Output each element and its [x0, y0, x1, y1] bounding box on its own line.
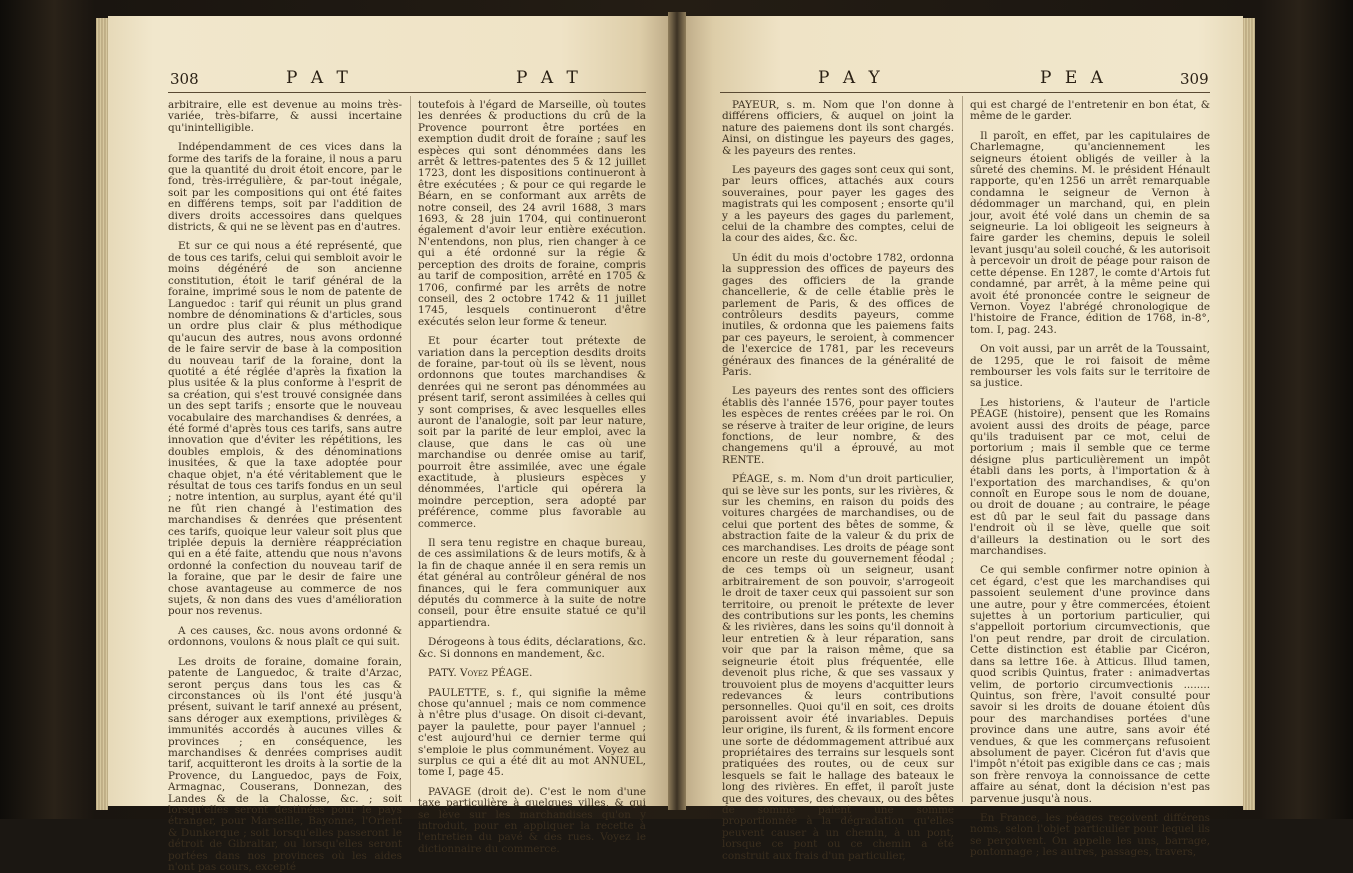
page-number-right: 309: [1180, 70, 1209, 88]
paragraph: Les droits de foraine, domaine forain, patente de Languedoc, & traite d'Arzac, seront perçus dans tous les cas & circonstances où ils l'ont été jusqu'à présent, suivant le tarif annexé au présent, sans déroger aux exemptions, privilèges & immunités accordés à aucunes villes & provinces ; en conséquence, les marchandises & denrées comprises audit tarif, acquitteront les droits à la sortie de la Provence, du Languedoc, pays de Foix, Armagnac, Couserans, Donnezan, des Landes & de la Chalosse, &c. ; soit lorsqu'elles seront destinées pour le pays étranger, pour Marseille, Bayonne, l'Orient & Dunkerque ; soit lorsqu'elles passeront le détroit de Gibraltar, ou lorsqu'elles seront portées dans nos provinces où les aides n'ont pas cours, excepté: [168, 655, 402, 873]
paragraph: A ces causes, &c. nous avons ordonné & ordonnons, voulons & nous plaît ce qui suit.: [168, 624, 402, 649]
running-head-left-2: P A T: [516, 68, 582, 88]
paragraph: PAVAGE (droit de). C'est le nom d'une taxe particulière à quelques villes, & qui se lève sur les marchandises qu'on y introduit, pour en appliquer la recette à l'entretien du pavé & des rues. Voyez le dictionnaire du commerce.: [418, 785, 646, 855]
running-head-left-1: P A T: [286, 68, 352, 88]
paragraph: Il sera tenu registre en chaque bureau, de ces assimilations & de leurs motifs, & à la fin de chaque année il en sera remis un état général au contrôleur général de nos finances, qui le fera communiquer aux députés du commerce à la suite de notre conseil, pour être ensuite statué ce qu'il appartiendra.: [418, 537, 646, 629]
page-edges-left: [96, 18, 108, 810]
paragraph: Indépendamment de ces vices dans la forme des tarifs de la foraine, il nous a paru que la quantité du droit étoit encore, par le fond, très-irrégulière, & par-tout inégale, soit par les compositions qui ont été faites en différens temps, soit par l'addition de divers droits accessoires dans quelques districts, & qui ne se lèvent pas en d'autres.: [168, 141, 402, 234]
page-number-left: 308: [170, 70, 199, 88]
paragraph: Les payeurs des rentes sont des officiers établis dès l'année 1576, pour payer toutes les espèces de rentes créées par le roi. On se réserve à traiter de leur origine, de leurs fonctions, de leur nombre, & des changemens qu'il a éprouvé, au mot RENTE.: [722, 385, 954, 466]
right-page: [680, 16, 1243, 862]
column-divider-right: [962, 96, 963, 802]
right-page-column-1: [722, 99, 954, 862]
paragraph: PAYEUR, s. m. Nom que l'on donne à différens officiers, & auquel on joint la nature des paiemens dont ils sont chargés. Ainsi, on distingue les payeurs des gages, & les payeurs des rentes.: [722, 99, 954, 157]
paragraph: Il paroît, en effet, par les capitulaires de Charlemagne, qu'anciennement les seigneurs étoient obligés de veiller à la sûreté des chemins. M. le président Hénault rapporte, qu'en 1256 un arrêt remarquable condamna le seigneur de Vernon à dédommager un marchand, qui, en plein jour, avoit été volé dans un chemin de sa seigneurie. La loi obligeoit les seigneurs à faire garder les chemins, depuis le soleil levant jusqu'au soleil couché, & les autorisoit à percevoir un droit de péage pour raison de cette dépense. En 1287, le comte d'Artois fut condamné, par arrêt, à la même peine qui avoit été prononcée contre le seigneur de Vernon. Voyez l'abrégé chronologique de l'histoire de France, édition de 1768, in-8°, tom. I, pag. 243.: [970, 129, 1210, 336]
paragraph: Dérogeons à tous édits, déclarations, &c. &c. Si donnons en mandement, &c.: [418, 636, 646, 660]
entry-heading: PATY. Voyez PÉAGE.: [428, 667, 533, 680]
paragraph: Et pour écarter tout prétexte de variation dans la perception desdits droits de foraine, par-tout où ils se lèvent, nous ordonnons que toutes marchandises & denrées qui ne seront pas dénommées au présent tarif, seront assimilées à celles qui y sont comprises, & avec lesquelles elles auront de l'analogie, soit par leur nature, soit par la parité de leur emploi, avec la clause, que dans le cas où une marchandise ou denrée omise au tarif, pourroit être assimilée, avec une égale exactitude, à plusieurs espèces y dénommées, l'article qui opérera la moindre perception, sera adopté par préférence, comme plus favorable au commerce.: [418, 335, 646, 530]
right-page-column-2: [970, 99, 1210, 859]
paragraph: arbitraire, elle est devenue au moins très-variée, très-bifarre, & aussi incertaine qu'inintelligible.: [168, 99, 402, 134]
header-rule-right: [720, 92, 1210, 93]
paragraph: Et sur ce qui nous a été représenté, que de tous ces tarifs, celui qui sembloit avoir le moins dégénéré de son ancienne constitution, étoit le tarif général de la foraine, imprimé sous le nom de patente de Languedoc : tarif qui réunit un plus grand nombre de dénominations & d'articles, sous un ordre plus clair & plus méthodique qu'aucun des autres, nous avons ordonné de le faire servir de base à la composition du nouveau tarif de la foraine, dont la quotité a été réglée d'après la fixation la plus usitée & la plus conforme à l'esprit de sa création, qui s'est trouvé consignée dans un des sept tarifs ; ensorte que le nouveau vocabulaire des marchandises & denrées, a été formé d'après tous ces tarifs, sans autre innovation que d'éviter les répétitions, les doubles emplois, & des dénominations inusitées, & que la taxe adoptée pour chaque objet, n'a été véritablement que le résultat de tous ces tarifs fondus en un seul ; notre intention, au surplus, ayant été qu'il ne fût rien changé à l'estimation des marchandises & denrées que présentent ces tarifs, quoique leur valeur soit plus que triplée depuis la dernière réappréciation qui en a été faite, attendu que nous n'avons ordonné la confection du nouveau tarif de la foraine, que par le desir de faire une chose avantageuse au commerce de nos sujets, & non dans des vues d'amélioration pour nos revenus.: [168, 240, 402, 618]
paragraph: PÉAGE, s. m. Nom d'un droit particulier, qui se lève sur les ponts, sur les rivières, & sur les chemins, en raison du poids des voitures chargées de marchandises, ou de celui que portent des bêtes de somme, & abstraction faite de la valeur & du prix de ces marchandises. Les droits de péage sont encore un reste du gouvernement féodal ; de ces temps où un seigneur, usant arbitrairement de son pouvoir, s'arrogeoit le droit de taxer ceux qui passoient sur son territoire, ou prenoit le prétexte de lever des contributions sur les ponts, les chemins & les rivières, dans les soins qu'il donnoit à leur entretien & à leur réparation, sans voir que par la raison même, que sa seigneurie étoit plus fréquentée, elle devenoit plus riche, & que ses vassaux y trouvoient plus de moyens d'acquitter leurs redevances & leurs contributions personnelles. Quoi qu'il en soit, ces droits paroissent avoir été invariables. Depuis leur origine, ils furent, & ils forment encore une sorte de dédommagement attribué aux propriétaires des terrains sur lesquels sont pratiquées des routes, ou de ceux sur lesquels se fait le hallage des bateaux le long des rivières. En effet, il paroît juste que des voitures, des chevaux, ou des bêtes de somme paient une somme proportionnée à la dégradation qu'elles peuvent causer à un chemin, à un pont, lorsque ce pont ou ce chemin a été construit aux frais d'un particulier,: [722, 473, 954, 862]
book-gutter: [668, 12, 686, 810]
header-rule-left: [168, 92, 646, 93]
page-edges-right: [1243, 18, 1255, 810]
paragraph: Les historiens, & l'auteur de l'article PÉAGE (histoire), pensent que les Romains avoient aussi des droits de péage, parce qu'ils traduisent par ce mot, celui de portorium ; mais il semble que ce terme désigne plus particulièrement un impôt établi dans les ports, à l'importation & à l'exportation des marchandises, & qu'on connoît en Europe sous le nom de douane, ou droit de douane ; au contraire, le péage est dû par le seul fait du passage dans l'endroit où il se lève, quelle que soit d'ailleurs la destination ou le sort des marchandises.: [970, 396, 1210, 558]
paragraph: toutefois à l'égard de Marseille, où toutes les denrées & productions du crû de la Provence pourront être portées en exemption dudit droit de foraine ; sauf les espèces qui sont dénommées dans les arrêt & lettres-patentes des 5 & 12 juillet 1723, dont les dispositions continueront à être exécutées ; & pour ce qui regarde le Béarn, en se conformant aux arrêts de notre conseil, des 24 avril 1688, 3 mars 1693, & 28 juin 1704, qui continueront également d'avoir leur entière exécution. N'entendons, non plus, rien changer à ce qui a été ordonné sur la régie & perception des droits de foraine, compris au tarif de composition, arrêté en 1705 & 1706, confirmé par les arrêts de notre conseil, des 2 octobre 1742 & 11 juillet 1745, lesquels continueront d'être exécutés selon leur forme & teneur.: [418, 99, 646, 328]
paragraph: En France, les péages reçoivent différens noms, selon l'objet particulier pour lequel ils se perçoivent. On appelle les uns, barrage, pontonnage ; les autres, passages, travers,: [970, 811, 1210, 859]
paragraph: Un édit du mois d'octobre 1782, ordonna la suppression des offices de payeurs des gages des officiers de la grande chancellerie, & de celle établie près le parlement de Paris, & des offices de contrôleurs desdits payeurs, comme inutiles, & ordonna que les paiemens faits par ces payeurs, le seroient, à commencer de l'exercice de 1781, par les receveurs généraux des finances de la généralité de Paris.: [722, 251, 954, 378]
paragraph: PAULETTE, s. f., qui signifie la même chose qu'annuel ; mais ce nom commence à n'être plus d'usage. On disoit ci-devant, payer la paulette, pour payer l'annuel ; c'est aujourd'hui ce dernier terme qui s'emploie le plus communément. Voyez au surplus ce qui a été dit au mot ANNUEL, tome I, page 45.: [418, 686, 646, 779]
paragraph: Les payeurs des gages sont ceux qui sont, par leurs offices, attachés aux cours souveraines, pour payer les gages des magistrats qui les composent ; ensorte qu'il y a les payeurs des gages du parlement, celui de la chambre des comptes, celui de la cour des aides, &c. &c.: [722, 164, 954, 245]
paragraph: Ce qui semble confirmer notre opinion à cet égard, c'est que les marchandises qui passoient seulement d'une province dans une autre, pour y être commercées, étoient sujettes à un portorium particulier, qui s'appelloit portorium circumvectionis, que l'on peut rendre, par droit de circulation. Cette distinction est établie par Cicéron, dans sa lettre 16e. à Atticus. Illud tamen, quod scribis Quintus, frater : animadvertas velim, de portorio circumvectionis ........ Quintus, son frère, l'avoit consulté pour savoir si les droits de douane étoient dûs pour des marchandises portées d'une province dans une autre, sans avoir été vendues, & que les commerçans refusoient absolument de payer. Cicéron fut d'avis que l'impôt n'étoit pas exigible dans ce cas ; mais son frère renvoya la connoissance de cette affaire au sénat, dont la décision n'est pas parvenue jusqu'à nous.: [970, 564, 1210, 805]
left-page: [108, 16, 674, 873]
column-divider-left: [410, 96, 411, 802]
paragraph: qui est chargé de l'entretenir en bon état, & même de le garder.: [970, 99, 1210, 123]
running-head-right-1: P A Y: [818, 68, 884, 88]
running-head-right-2: P E A: [1040, 68, 1107, 88]
left-page-column-2: [418, 99, 646, 855]
left-page-column-1: [168, 99, 402, 873]
paragraph: On voit aussi, par un arrêt de la Toussaint, de 1295, que le roi faisoit de même rembourser les vols faits sur le territoire de sa justice.: [970, 343, 1210, 390]
